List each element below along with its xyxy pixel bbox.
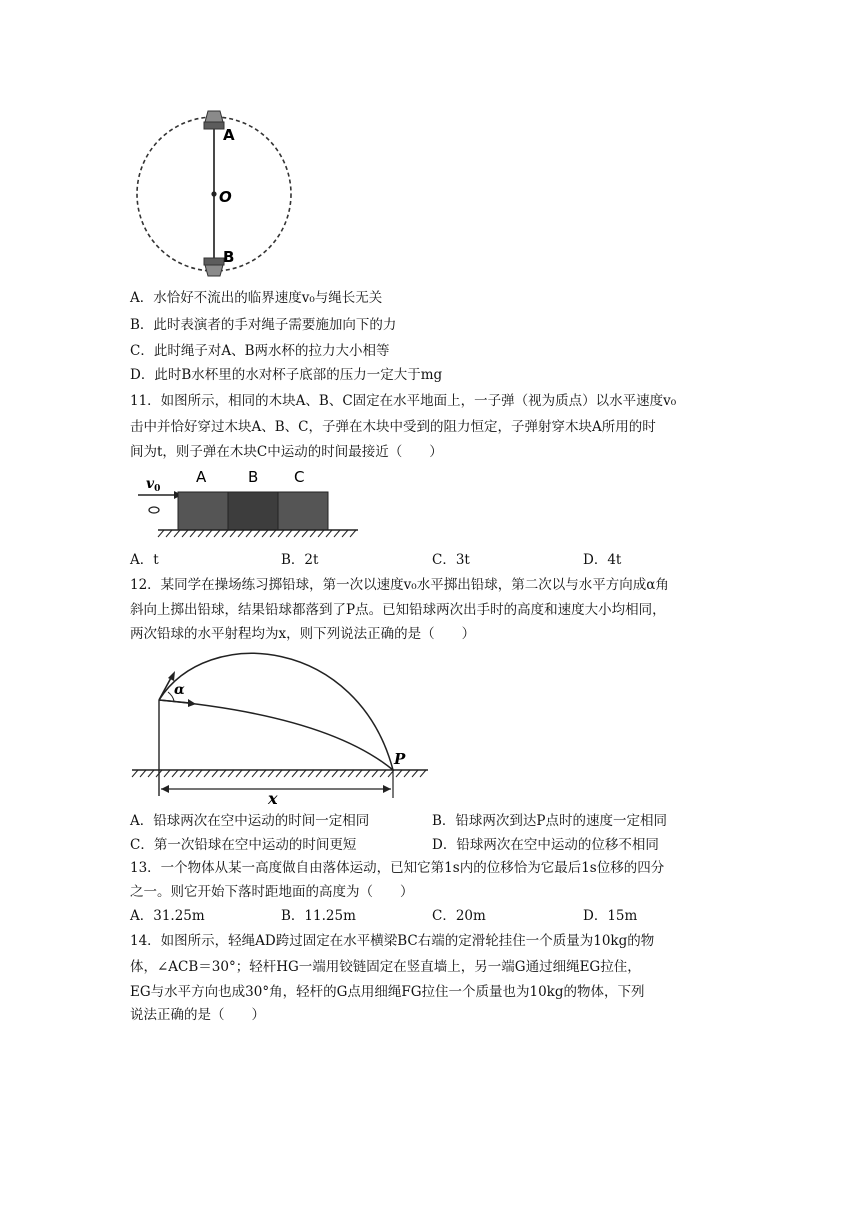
q13-stem-2: 之一。则它开始下落时距地面的高度为（ ） [130, 884, 414, 900]
q12-stem-3: 两次铅球的水平射程均为x，则下列说法正确的是（ ） [130, 626, 476, 642]
q11-option-d: D．4t [583, 552, 622, 568]
q13-option-a: A．31.25m [130, 908, 205, 924]
q13-option-b: B．11.25m [281, 908, 356, 924]
block-c [278, 492, 328, 530]
q11-option-a: A．t [130, 552, 159, 568]
q11-stem-2: 击中并恰好穿过木块A、B、C，子弹在木块中受到的阻力恒定，子弹射穿木块A所用的时 [130, 419, 656, 435]
label-o: O [219, 188, 232, 206]
v0-sub: 0 [154, 484, 161, 494]
q12-option-b: B．铅球两次到达P点时的速度一定相同 [432, 813, 668, 829]
q13-option-d: D．15m [583, 908, 638, 924]
q11-option-b: B．2t [281, 552, 319, 568]
label-block-a: A [196, 468, 207, 486]
arc-trajectory [159, 653, 393, 770]
q12-option-c: C．第一次铅球在空中运动的时间更短 [130, 837, 357, 853]
q11-stem-1: 11．如图所示，相同的木块A、B、C固定在水平地面上，一子弹（视为质点）以水平速度v₀ [130, 393, 677, 409]
q12-stem-1: 12．某同学在操场练习掷铅球，第一次以速度v₀水平掷出铅球，第二次以与水平方向成α角 [130, 577, 669, 593]
label-v0 [146, 476, 160, 494]
q12-stem-2: 斜向上掷出铅球，结果铅球都落到了P点。已知铅球两次出手时的高度和速度大小均相同， [130, 602, 666, 618]
label-x: x [268, 789, 278, 808]
label-alpha: α [174, 682, 185, 698]
q11-stem-3: 间为t，则子弹在木块C中运动的时间最接近（ ） [130, 444, 443, 460]
q14-stem-4: 说法正确的是（ ） [130, 1007, 265, 1023]
bullet [149, 507, 159, 513]
label-p: P [394, 750, 406, 768]
label-block-b: B [248, 468, 259, 486]
v0-main: v [146, 476, 155, 492]
q10-option-c: C．此时绳子对A、B两水杯的拉力大小相等 [130, 343, 390, 359]
block-a [178, 492, 228, 530]
q10-figure [130, 100, 300, 280]
q14-stem-2: 体，∠ACB＝30°；轻杆HG一端用铰链固定在竖直墙上，另一端G通过细绳EG拉住， [130, 959, 641, 975]
q14-stem-1: 14．如图所示，轻绳AD跨过固定在水平横梁BC右端的定滑轮挂住一个质量为10kg的物 [130, 933, 655, 949]
q12-option-d: D．铅球两次在空中运动的位移不相同 [432, 837, 659, 853]
q12-figure [128, 648, 438, 810]
q10-option-b: B．此时表演者的手对绳子需要施加向下的力 [130, 317, 397, 333]
cup-a [204, 111, 224, 129]
center-point [211, 191, 216, 196]
q10-option-a: A．水恰好不流出的临界速度v₀与绳长无关 [130, 290, 383, 306]
q11-figure [128, 466, 368, 542]
q10-option-d: D．此时B水杯里的水对杯子底部的压力一定大于mg [130, 367, 443, 383]
label-a: A [223, 126, 235, 144]
label-b: B [223, 248, 235, 266]
cup-b [204, 258, 224, 276]
q12-option-a: A．铅球两次在空中运动的时间一定相同 [130, 813, 370, 829]
label-block-c: C [294, 468, 305, 486]
q13-stem-1: 13．一个物体从某一高度做自由落体运动，已知它第1s内的位移恰为它最后1s位移的四分 [130, 860, 665, 876]
horizontal-trajectory [159, 700, 393, 770]
q11-option-c: C．3t [432, 552, 470, 568]
q14-stem-3: EG与水平方向也成30°角，轻杆的G点用细绳FG拉住一个质量也为10kg的物体，下列 [130, 984, 645, 1000]
q13-option-c: C．20m [432, 908, 486, 924]
block-b [228, 492, 278, 530]
